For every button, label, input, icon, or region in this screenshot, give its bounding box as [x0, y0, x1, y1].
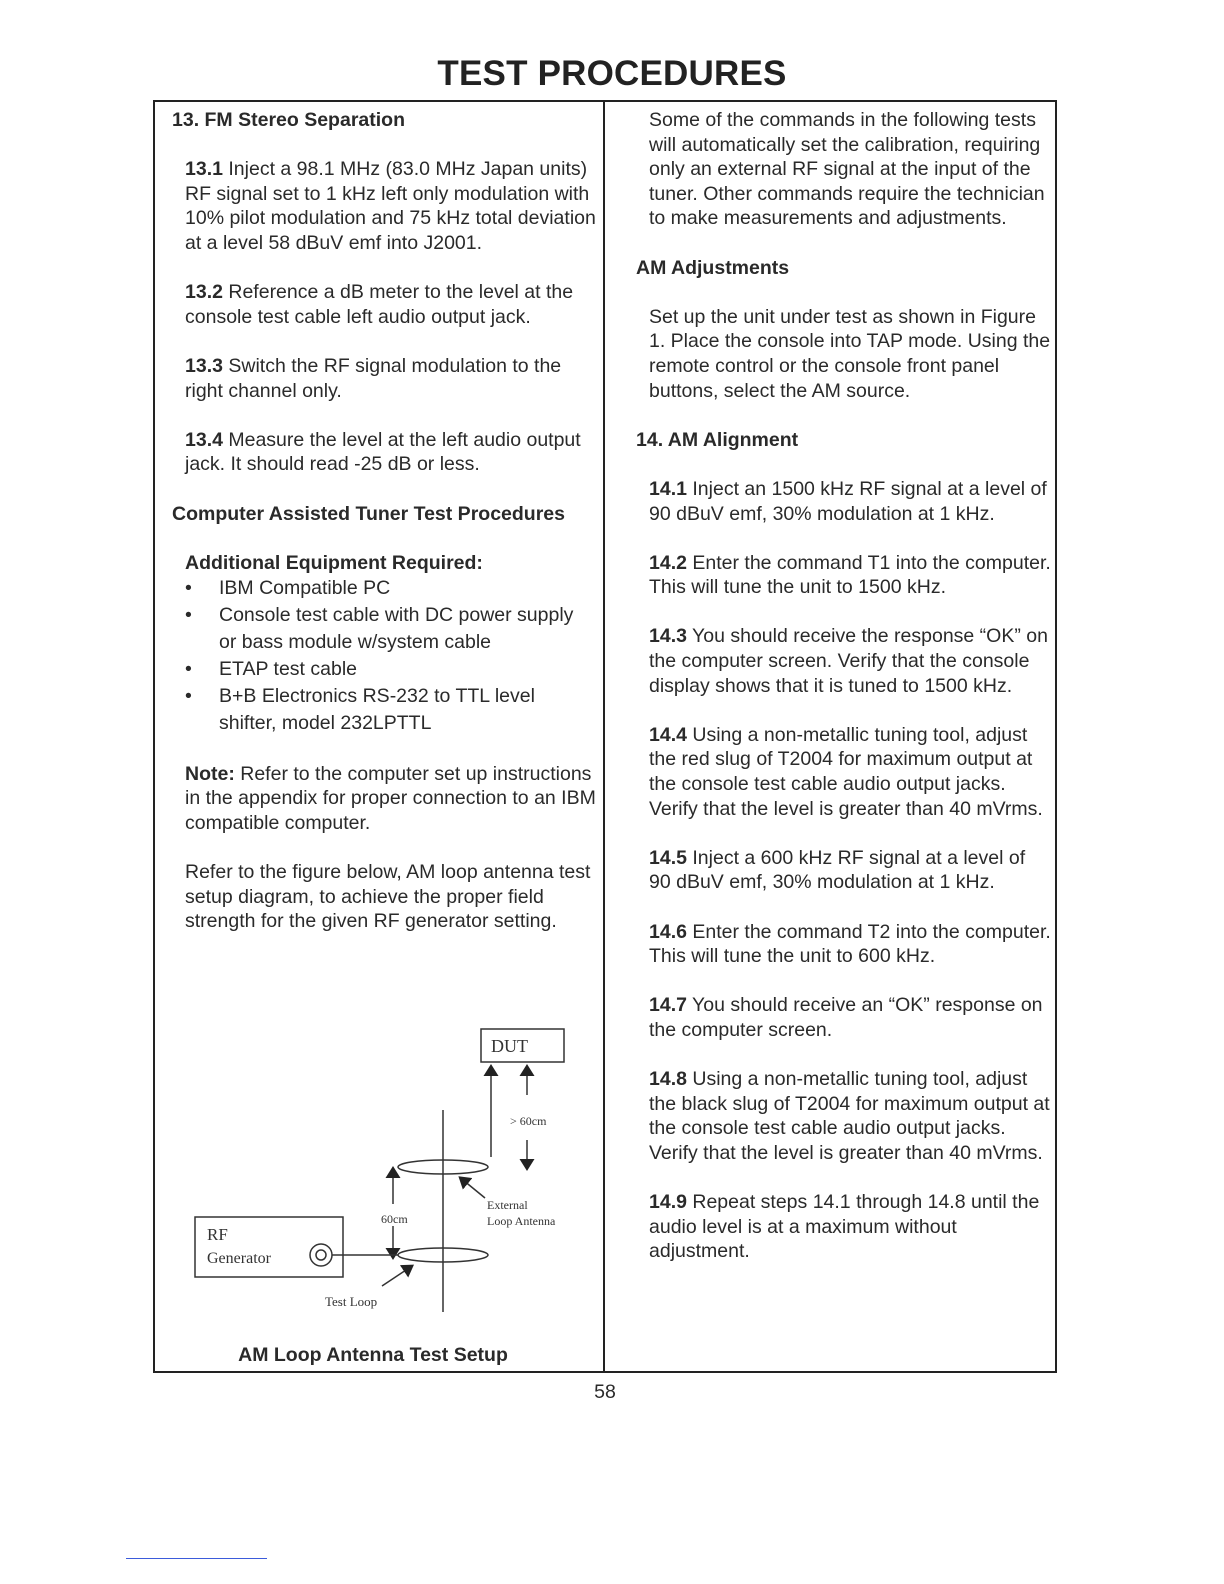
testloop-pointer: [382, 1268, 409, 1286]
step-text: Using a non-metallic tuning tool, adjust the red slug of T2004 for maximum output at the console test cable audio output jacks. Verify that the level is greater than 40 mVrms.: [649, 723, 1043, 820]
step-14-9: [649, 1190, 1052, 1264]
connector-inner-icon: [316, 1250, 326, 1260]
intro-paragraph: Some of the commands in the following tests will automatically set the calibration, requiring only an external RF signal at the input of the tuner. Other commands require the technician to make measurements and adjustments.: [649, 109, 1045, 230]
step-14-3: [649, 624, 1052, 698]
list-item: • ETAP test cable: [172, 656, 596, 683]
step-number: 14.4: [649, 723, 687, 746]
step-14-5: [649, 846, 1052, 895]
step-number: 14.2: [649, 551, 687, 574]
test-loop-label: Test Loop: [325, 1294, 378, 1309]
step-text: You should receive an “OK” response on the computer screen.: [649, 994, 1043, 1041]
page-number: 58: [594, 1381, 616, 1403]
step-number: 13.4: [185, 428, 223, 451]
step-13-2: [185, 280, 596, 329]
step-14-7: [649, 993, 1052, 1042]
step-number: 14.9: [649, 1191, 687, 1214]
step-text: Inject a 600 kHz RF signal at a level of 90 dBuV emf, 30% modulation at 1 kHz.: [649, 846, 1026, 894]
external-pointer: [463, 1180, 485, 1198]
step-text: Enter the command T1 into the computer. This will tune the unit to 1500 kHz.: [649, 551, 1051, 599]
page-title: TEST PROCEDURES: [437, 54, 787, 93]
step-14-1: [649, 477, 1052, 526]
step-14-6: [649, 920, 1052, 969]
rf-label-2: Generator: [207, 1250, 271, 1267]
bullet-icon: •: [185, 577, 192, 600]
step-text: Repeat steps 14.1 through 14.8 until the audio level is at a maximum without adjustment.: [649, 1191, 1040, 1263]
step-text: Enter the command T2 into the computer. This will tune the unit to 600 kHz.: [649, 920, 1051, 968]
equipment-title: Additional Equipment Required:: [185, 551, 483, 574]
step-number: 14.1: [649, 477, 687, 500]
external-label-1: External: [487, 1198, 528, 1212]
refer-paragraph: Refer to the figure below, AM loop antenna test setup diagram, to achieve the proper field strength for the given RF generator setting.: [185, 861, 591, 933]
step-text: Switch the RF signal modulation to the right channel only.: [185, 354, 562, 402]
left-column: [172, 108, 596, 934]
note-label: Note:: [185, 762, 235, 785]
step-13-1: [185, 157, 596, 255]
step-14-4: [649, 723, 1052, 821]
step-number: 13.2: [185, 281, 223, 304]
step-text: Reference a dB meter to the level at the console test cable left audio output jack.: [185, 281, 574, 328]
am-adjustments-title: AM Adjustments: [636, 256, 790, 279]
step-number: 14.8: [649, 1068, 687, 1091]
step-number: 14.3: [649, 625, 687, 648]
step-14-2: [649, 551, 1052, 600]
section-14-title: 14. AM Alignment: [636, 428, 799, 451]
step-number: 13.1: [185, 158, 223, 181]
bullet-icon: •: [185, 685, 192, 708]
list-item: • IBM Compatible PC: [172, 575, 596, 602]
diagram-caption: AM Loop Antenna Test Setup: [238, 1344, 508, 1366]
step-14-8: [649, 1067, 1052, 1165]
step-text: Inject a 98.1 MHz (83.0 MHz Japan units) RF signal set to 1 kHz left only modulation with 10% pilot modulation and 75 kHz total deviation at a level 58 dBuV emf into J2001.: [185, 158, 596, 254]
note-text: Refer to the computer set up instructions in the appendix for proper connection to an IBM compatible computer.: [185, 762, 596, 835]
equipment-list: [172, 575, 596, 737]
step-13-4: [185, 428, 596, 477]
am-adjustments-text: Set up the unit under test as shown in Figure 1. Place the console into TAP mode. Using the remote control or the console front panel buttons, select the AM source.: [649, 305, 1051, 402]
external-label-2: Loop Antenna: [487, 1214, 556, 1228]
step-text: Inject an 1500 kHz RF signal at a level of 90 dBuV emf, 30% modulation at 1 kHz.: [649, 477, 1047, 525]
step-number: 13.3: [185, 354, 223, 377]
rf-label-1: RF: [207, 1225, 228, 1244]
list-item: • Console test cable with DC power supply or bass module w/system cable: [185, 604, 574, 654]
note: [185, 762, 596, 836]
column-divider: [603, 100, 605, 1373]
computer-assisted-title: Computer Assisted Tuner Test Procedures: [172, 502, 565, 525]
dut-label: DUT: [491, 1036, 528, 1056]
step-text: Using a non-metallic tuning tool, adjust the black slug of T2004 for maximum output at the console test cable audio output jacks. Verify that the level is greater than 40 mVrms.: [649, 1068, 1050, 1164]
bullet-icon: •: [185, 658, 192, 681]
loop-distance-label: 60cm: [381, 1212, 408, 1226]
section-13-title: 13. FM Stereo Separation: [172, 109, 405, 131]
step-13-3: [185, 354, 596, 403]
dut-distance-label: > 60cm: [510, 1114, 547, 1128]
step-number: 14.6: [649, 920, 687, 943]
footer-link-line: [126, 1558, 267, 1559]
connector-icon: [310, 1244, 332, 1266]
list-item: • B+B Electronics RS-232 to TTL level shifter, model 232LPTTL: [185, 685, 535, 735]
step-number: 14.7: [649, 994, 687, 1017]
step-text: Measure the level at the left audio output jack. It should read -25 dB or less.: [185, 428, 581, 476]
right-column: [636, 108, 1052, 1264]
am-loop-antenna-diagram: [185, 1022, 585, 1322]
step-number: 14.5: [649, 846, 687, 869]
bullet-icon: •: [185, 604, 192, 627]
step-text: You should receive the response “OK” on the computer screen. Verify that the console display shows that it is tuned to 1500 kHz.: [649, 625, 1048, 697]
